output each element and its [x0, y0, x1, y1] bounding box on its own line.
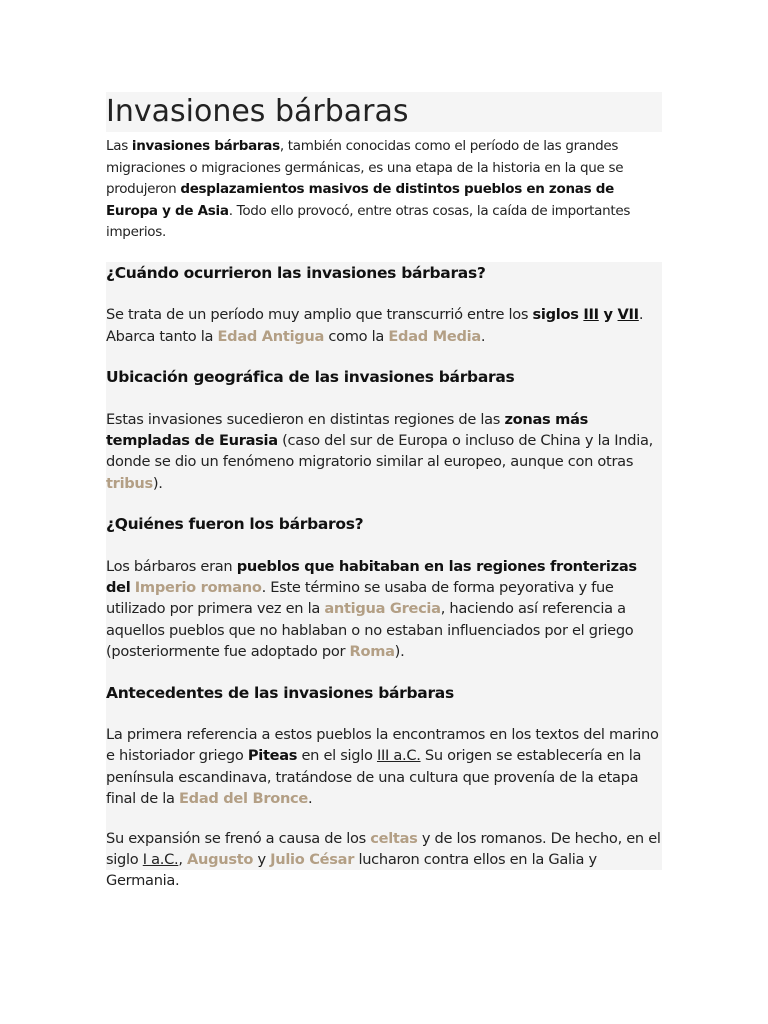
section-heading-quienes: ¿Quiénes fueron los bárbaros?	[106, 515, 364, 534]
spacer	[106, 810, 664, 828]
body-text: en el siglo	[297, 747, 377, 765]
section-paragraph-antecedentes-1	[106, 724, 664, 810]
body-text: Su origen se establecería en la península escandinava, tratándose de una cultura que provenía de la etapa final de la	[106, 747, 642, 808]
body-text: como la	[324, 327, 389, 345]
section-paragraph-cuando	[106, 304, 664, 347]
body-text: Se trata de un período muy amplio que transcurrió entre los	[106, 306, 533, 324]
link-celtas[interactable]: celtas	[370, 829, 418, 847]
section-paragraph-quienes	[106, 556, 664, 663]
body-text: .	[308, 790, 313, 808]
link-roma[interactable]: Roma	[349, 643, 395, 661]
bold-text: siglos	[532, 306, 584, 324]
spacer	[106, 663, 664, 682]
bold-text: y	[598, 306, 618, 324]
intro-text: . Todo ello provocó, entre otras cosas, la caída de importantes imperios.	[106, 202, 631, 240]
century-roman-numeral[interactable]: I a.C.	[142, 851, 179, 869]
intro-paragraph	[106, 136, 666, 244]
century-roman-numeral[interactable]: III	[583, 306, 599, 324]
century-roman-numeral[interactable]: VII	[617, 306, 639, 324]
intro-bold-phrase: desplazamientos masivos de distintos pueblos en zonas de Europa y de Asia	[106, 181, 614, 219]
link-tribus[interactable]: tribus	[106, 474, 153, 492]
link-imperio-romano[interactable]: Imperio romano	[134, 579, 262, 597]
page-title: Invasiones bárbaras	[106, 94, 409, 129]
intro-text: , también conocidas como el período de las grandes migraciones o migraciones germánicas, es una etapa de la historia en la que se produjeron	[106, 138, 624, 197]
body-text: ,	[178, 851, 187, 869]
body-text: ).	[152, 474, 163, 492]
intro-bold-term: invasiones bárbaras	[131, 138, 280, 154]
section-paragraph-antecedentes-2	[106, 828, 664, 892]
link-edad-antigua[interactable]: Edad Antigua	[217, 327, 325, 345]
section-heading-cuando: ¿Cuándo ocurrieron las invasiones bárbaras?	[106, 264, 486, 282]
body-text: Estas invasiones sucedieron en distintas regiones de las	[106, 410, 505, 428]
link-edad-del-bronce[interactable]: Edad del Bronce	[179, 790, 309, 808]
spacer	[106, 347, 664, 366]
bold-text: pueblos que habitaban en las regiones fronterizas del	[106, 557, 637, 597]
body-text: La primera referencia a estos pueblos la encontramos en los textos del marino e historiador griego	[106, 726, 659, 765]
body-text: , haciendo así referencia a aquellos pueblos que no hablaban o no estaban influenciados por el griego (posteriormente fue adoptado por	[106, 600, 634, 661]
body-text: . Este término se usaba de forma peyorativa y fue utilizado por primera vez en la	[106, 579, 614, 618]
bold-text: Piteas	[247, 747, 298, 765]
body-text: Su expansión se frenó a causa de los	[106, 829, 371, 847]
article-body	[106, 262, 664, 892]
body-text: . Abarca tanto la	[106, 306, 644, 345]
body-text: lucharon contra ellos en la Galia y Germania.	[106, 851, 597, 890]
section-paragraph-ubicacion	[106, 409, 664, 495]
century-roman-numeral[interactable]: III a.C.	[376, 747, 421, 765]
section-heading-ubicacion: Ubicación geográfica de las invasiones bárbaras	[106, 368, 515, 387]
intro-text: Las	[106, 138, 132, 154]
body-text: ).	[394, 643, 405, 661]
section-heading-antecedentes: Antecedentes de las invasiones bárbaras	[106, 683, 454, 702]
body-text: y	[253, 851, 271, 869]
spacer	[106, 494, 664, 513]
link-julio-cesar[interactable]: Julio César	[270, 851, 355, 869]
body-text: y de los romanos. De hecho, en el siglo	[106, 829, 661, 869]
link-antigua-grecia[interactable]: antigua Grecia	[324, 600, 441, 618]
body-text: (caso del sur de Europa o incluso de China y la India, donde se dio un fenómeno migratorio similar al europeo, aunque con otras	[106, 432, 653, 471]
body-text: Los bárbaros eran	[106, 557, 237, 575]
link-augusto[interactable]: Augusto	[187, 851, 254, 869]
bold-text: zonas más templadas de Eurasia	[106, 410, 589, 449]
body-text: .	[480, 327, 486, 345]
link-edad-media[interactable]: Edad Media	[388, 327, 481, 345]
